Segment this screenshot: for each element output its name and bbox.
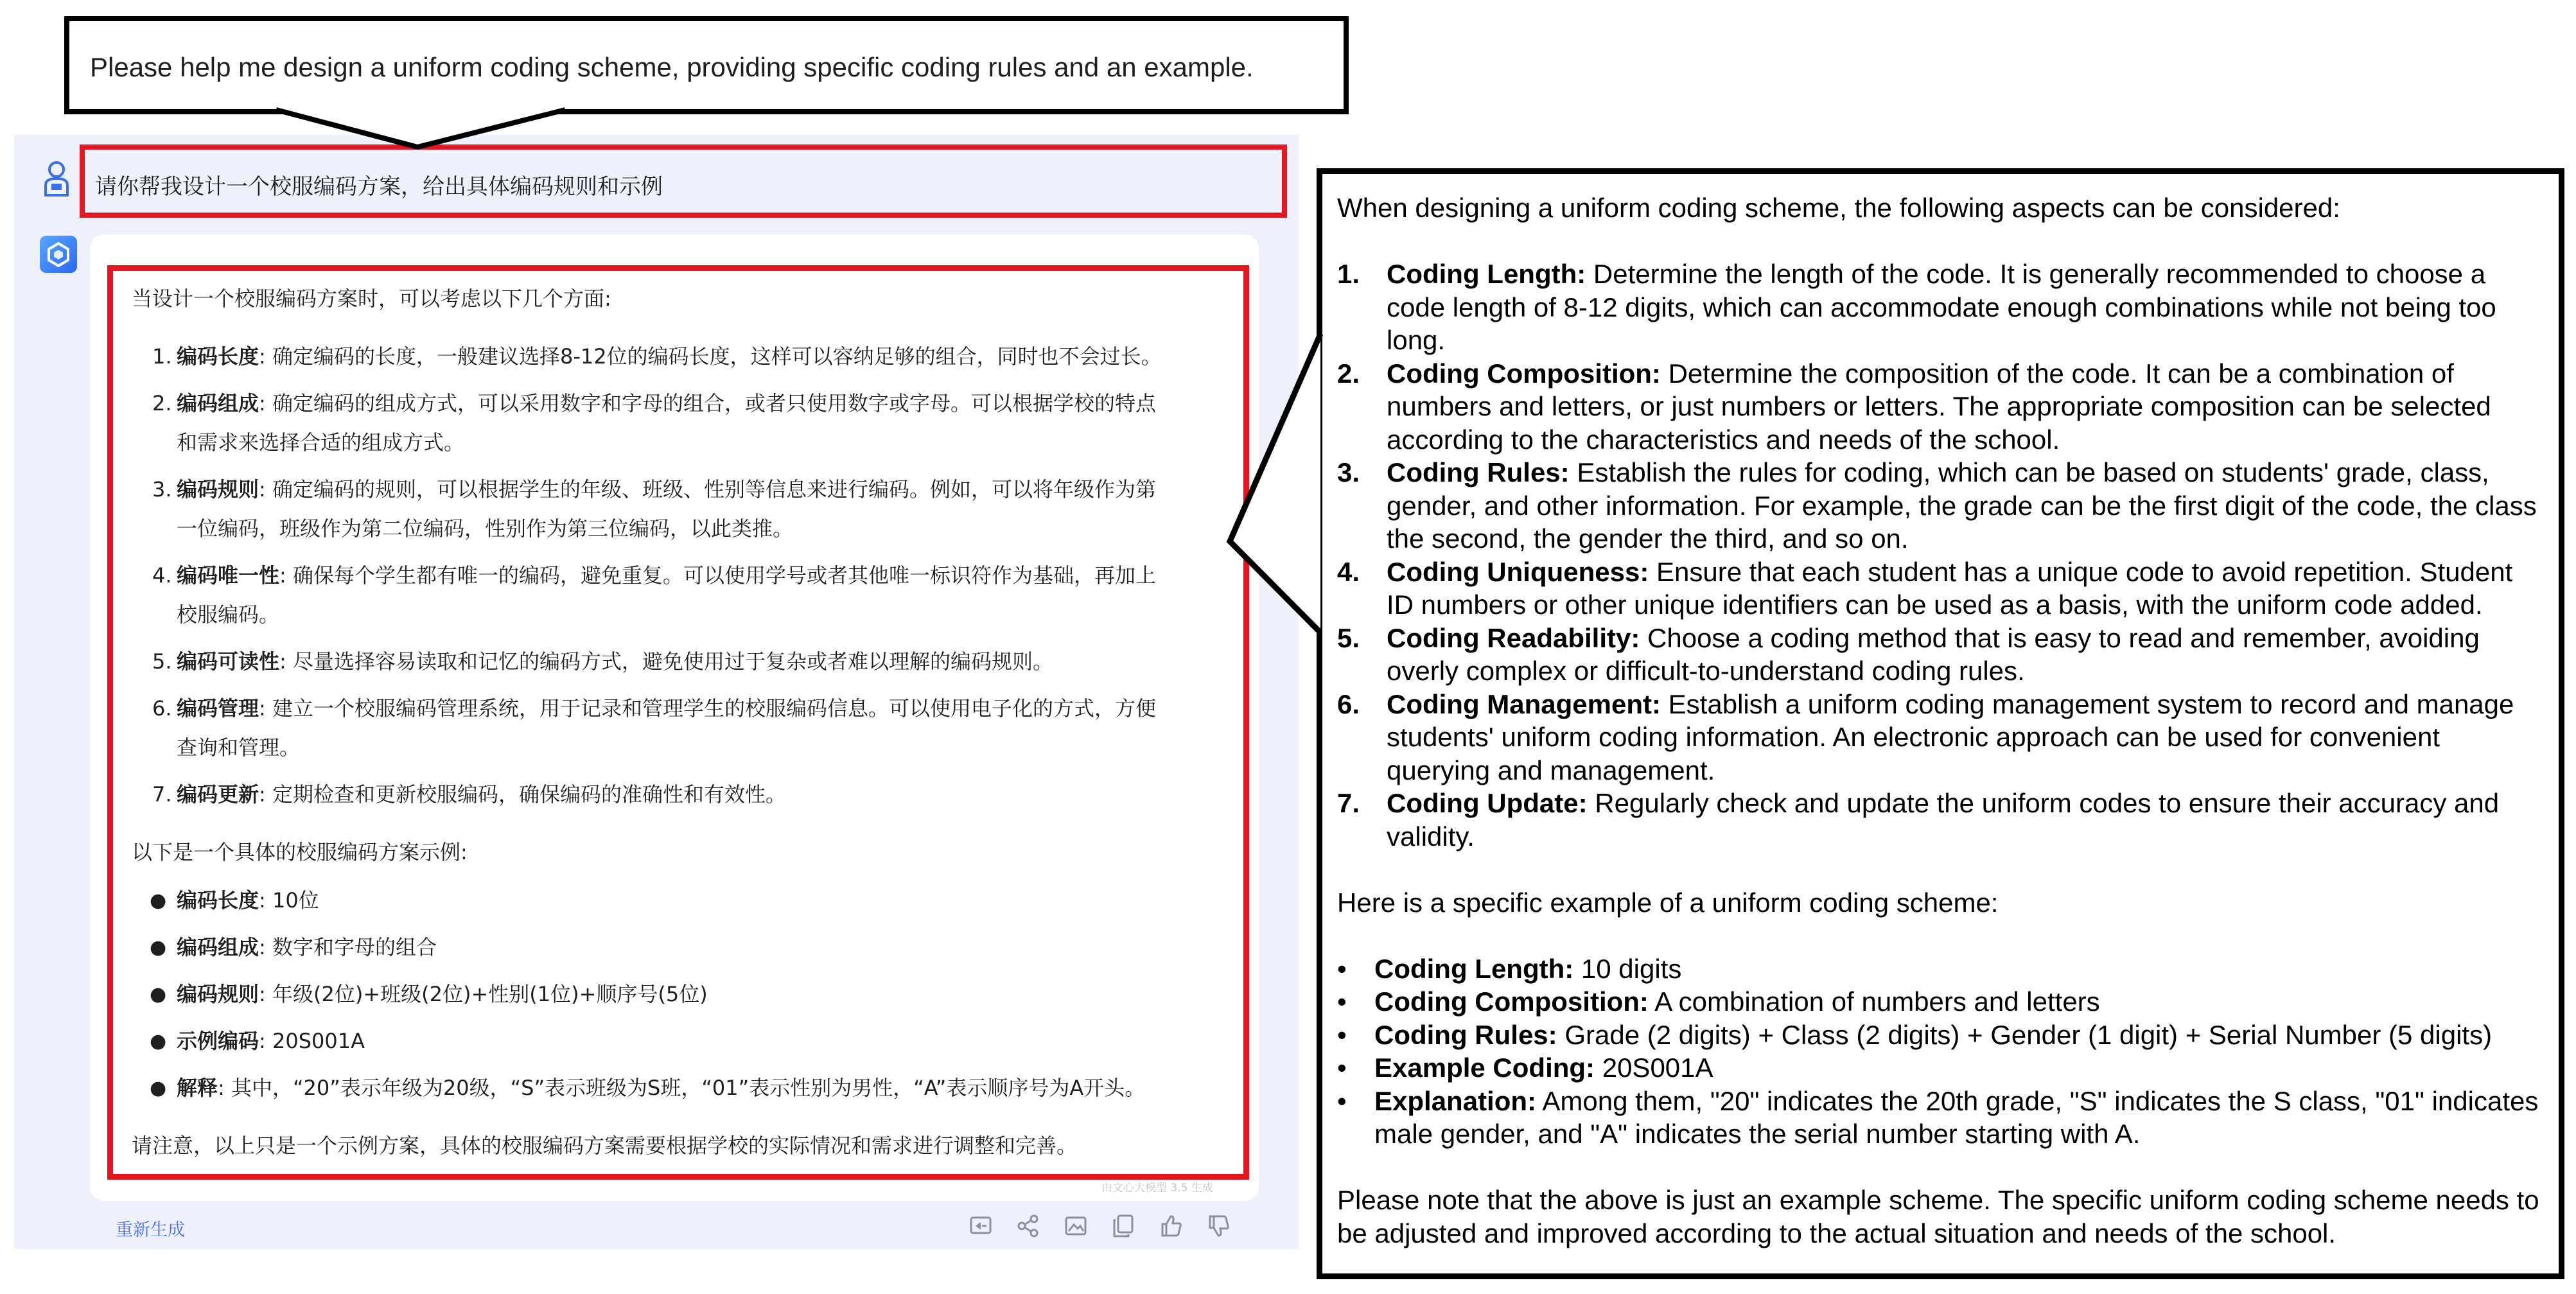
example-title: Coding Rules: [1374,1019,1557,1050]
translation-example-item [1337,1019,2545,1052]
aspect-text: Establish a uniform coding management system to record and manage students' uniform coding information. An electronic approach can be used for convenient querying and management. [1387,688,2514,785]
user-message-text: 请你帮我设计一个校服编码方案，给出具体编码规则和示例 [95,174,663,200]
bullet-icon: ● [150,1077,167,1099]
aspect-text: Establish the rules for coding, which can be based on students' grade, class, gender, and other information. For example, the grade can be the first digit of the code, the class the second, the gender the third, and so on. [1387,457,2537,554]
translation-aspect-item [1337,258,2545,357]
translation-aspect-item [1337,456,2545,555]
image-icon[interactable] [1062,1212,1090,1240]
rewrite-icon[interactable] [967,1212,995,1240]
aspect-text: : 确定编码的组成方式，可以采用数字和字母的组合，或者只使用数字或字母。可以根据学校的特点 [259,391,1156,415]
translation-example-item [1337,952,2545,986]
example-title: 编码长度 [177,888,259,913]
aspect-text: : 建立一个校服编码管理系统，用于记录和管理学生的校服编码信息。可以使用电子化的方式，方便 [259,696,1156,721]
example-title: Example Coding: [1374,1053,1595,1083]
bullet-icon: ● [150,983,167,1006]
aspect-text: : 确保每个学生都有唯一的编码，避免重复。可以使用学号或者其他唯一标识符作为基础，再加上 [279,563,1156,588]
assistant-answer [132,279,1240,1166]
example-intro: 以下是一个具体的校服编码方案示例: [132,840,468,864]
example-text: : 其中，“20”表示年级为20级，“S”表示班级为S班，“01”表示性别为男性，“A”表示顺序号为A开头。 [218,1076,1146,1100]
example-title: Coding Composition: [1374,986,1649,1017]
thumbs-up-icon[interactable] [1157,1212,1185,1240]
aspect-title: Coding Rules: [1387,457,1570,487]
aspect-text-continued: 校服编码。 [177,602,280,627]
aspect-item [132,642,1240,681]
aspect-item [132,556,1240,634]
aspect-text-continued: 查询和管理。 [177,735,301,760]
aspect-title: Coding Management: [1387,688,1661,719]
aspect-item [132,689,1240,767]
bullet-icon: ● [150,1030,167,1053]
example-text: : 10位 [259,888,319,913]
aspect-title: 编码规则 [177,477,259,502]
aspect-number: 2. [152,391,172,415]
example-text: Among them, "20" indicates the 20th grade, "S" indicates the S class, "01" indicates male gender, and "A" indicates the serial number starting with A. [1374,1085,2539,1149]
aspect-number: 1. [1337,259,1360,289]
prompt-translation-text: Please help me design a uniform coding scheme, providing specific coding rules and an example. [90,52,1254,82]
example-text: A combination of numbers and letters [1648,986,2100,1017]
aspect-number: 5. [1337,622,1360,653]
example-item [132,975,1240,1014]
thumbs-down-icon[interactable] [1204,1212,1232,1240]
example-title: 编码组成 [177,935,259,959]
aspect-title: Coding Update: [1387,788,1588,818]
aspect-number: 7. [1337,788,1360,818]
translation-intro: When designing a uniform coding scheme, the following aspects can be considered: [1337,193,2340,223]
aspect-number: 3. [152,477,172,502]
translation-text [1337,191,2545,1250]
bullet-icon: • [1337,1019,1347,1050]
aspect-number: 2. [1337,358,1360,389]
aspect-title: 编码管理 [177,696,259,721]
example-item [132,1022,1240,1061]
translation-aspect-item [1337,555,2545,622]
aspect-number: 6. [152,696,172,721]
aspect-text-continued: 和需求来选择合适的组成方式。 [177,430,465,455]
aspects-list [132,337,1240,814]
translation-aspect-item [1337,622,2545,688]
aspect-number: 7. [152,782,172,807]
aspect-text: Choose a coding method that is easy to read and remember, avoiding overly complex or difficult-to-understand coding rules. [1387,622,2480,686]
user-avatar-icon [40,159,73,197]
translation-aspect-item [1337,688,2545,787]
translation-aspect-item [1337,787,2545,853]
aspect-title: 编码长度 [177,344,259,369]
aspect-number: 3. [1337,457,1360,487]
translation-example-item [1337,1085,2545,1151]
example-text: : 20S001A [259,1029,365,1053]
answer-intro: 当设计一个校服编码方案时，可以考虑以下几个方面: [132,286,611,311]
aspect-item [132,337,1240,376]
aspect-text: : 确定编码的规则，可以根据学生的年级、班级、性别等信息来进行编码。例如，可以将年级作为第 [259,477,1156,502]
answer-actions [967,1212,1232,1240]
assistant-avatar-icon [40,236,77,273]
answer-note: 请注意，以上只是一个示例方案，具体的校服编码方案需要根据学校的实际情况和需求进行调整和完善。 [132,1133,1078,1158]
model-watermark: 由文心大模型 3.5 生成 [1101,1182,1213,1194]
aspect-text-continued: 一位编码，班级作为第二位编码，性别作为第三位编码，以此类推。 [177,516,794,541]
bullet-icon: • [1337,986,1347,1017]
aspect-title: 编码唯一性 [177,563,280,588]
aspect-text: Regularly check and update the uniform codes to ensure their accuracy and validity. [1387,788,2500,852]
aspect-title: Coding Uniqueness: [1387,556,1649,587]
translation-aspect-item [1337,357,2545,457]
aspect-title: 编码组成 [177,391,259,415]
example-list [132,881,1240,1108]
aspect-text: Determine the length of the code. It is generally recommended to choose a code length of 8-12 digits, which can accommodate enough combinations while not being too long. [1387,259,2496,355]
example-title: Coding Length: [1374,953,1574,984]
example-text: : 年级(2位)+班级(2位)+性别(1位)+顺序号(5位) [259,982,708,1006]
copy-icon[interactable] [1109,1212,1137,1240]
example-title: 编码规则 [177,982,259,1006]
prompt-translation-bubble [64,16,1349,114]
aspect-number: 1. [152,344,172,369]
aspect-text: : 尽量选择容易读取和记忆的编码方式，避免使用过于复杂或者难以理解的编码规则。 [279,649,1053,674]
example-title: 示例编码 [177,1029,259,1053]
aspect-item [132,384,1240,462]
translation-note: Please note that the above is just an example scheme. The specific uniform coding scheme needs to be adjusted and improved according to the actual situation and needs of the school. [1337,1185,2539,1248]
aspect-item [132,470,1240,548]
aspect-text: : 定期检查和更新校服编码，确保编码的准确性和有效性。 [259,782,786,807]
bullet-icon: • [1337,1053,1347,1083]
example-text: 10 digits [1573,953,1682,984]
aspect-number: 4. [1337,556,1360,587]
translation-example-intro: Here is a specific example of a uniform coding scheme: [1337,887,1999,918]
translation-example-item [1337,985,2545,1019]
translation-example-item [1337,1051,2545,1085]
aspect-text: Ensure that each student has a unique code to avoid repetition. Student ID numbers or other unique identifiers can be used as a basis, with the uniform code added. [1387,556,2513,620]
aspect-text: Determine the composition of the code. It can be a combination of numbers and letters, or just numbers or letters. The appropriate composition can be selected according to the characteristics and needs of the school. [1387,358,2491,455]
example-item [132,881,1240,920]
bullet-icon: • [1337,1085,1347,1116]
example-text: 20S001A [1595,1053,1713,1083]
bullet-icon: ● [150,936,167,959]
aspect-title: Coding Length: [1387,259,1586,289]
aspect-number: 4. [152,563,172,588]
aspect-title: 编码可读性 [177,649,280,674]
example-item [132,928,1240,967]
example-title: Explanation: [1374,1085,1537,1116]
example-title: 解释 [177,1076,218,1100]
aspect-title: Coding Composition: [1387,358,1661,389]
regenerate-button[interactable]: 重新生成 [116,1220,185,1240]
aspect-number: 5. [152,649,172,674]
translation-example-list [1337,952,2545,1151]
bullet-icon: • [1337,953,1347,984]
aspect-text: : 确定编码的长度，一般建议选择8-12位的编码长度，这样可以容纳足够的组合，同时也不会过长。 [259,344,1162,369]
translation-aspects-list [1337,258,2545,853]
aspect-title: 编码更新 [177,782,259,807]
aspect-title: Coding Readability: [1387,622,1640,653]
aspect-number: 6. [1337,688,1360,719]
aspect-item [132,775,1240,814]
example-text: : 数字和字母的组合 [259,935,437,959]
bullet-icon: ● [150,889,167,912]
user-message [80,144,1287,218]
example-item [132,1069,1240,1108]
share-icon[interactable] [1014,1212,1042,1240]
example-text: Grade (2 digits) + Class (2 digits) + Gender (1 digit) + Serial Number (5 digits) [1557,1019,2493,1050]
